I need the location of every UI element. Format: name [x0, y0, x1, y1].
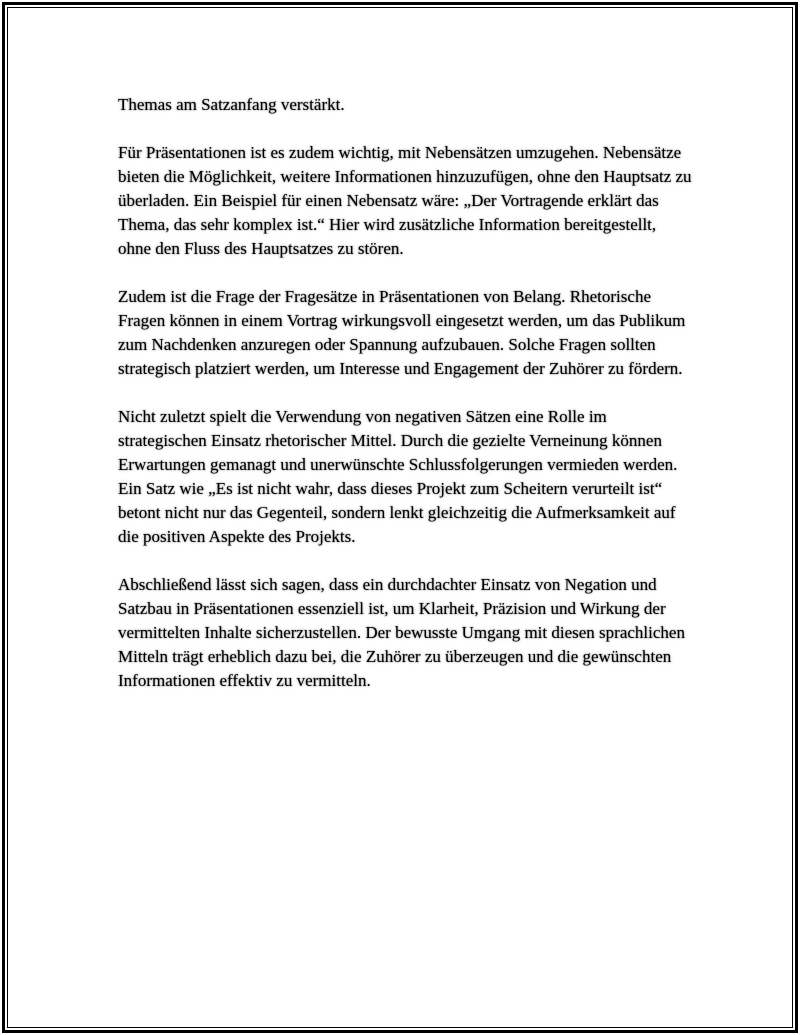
paragraph-4: Nicht zuletzt spielt die Verwendung von negativen Sätzen eine Rolle im strategischen Einsatz rhetorischer Mittel. Durch die gezielte Verneinung können Erwartungen gemanagt und unerwünschte Schlussfolgerungen vermieden werden. Ein Satz wie „Es ist nicht wahr, dass dieses Projekt zum Scheitern verurteilt ist“ betont nicht nur das Gegenteil, sondern lenkt gleichzeitig die Aufmerksamkeit auf die positiven Aspekte des Projekts.	[118, 407, 678, 546]
paragraph-3: Zudem ist die Frage der Fragesätze in Präsentationen von Belang. Rhetorische Fragen können in einem Vortrag wirkungsvoll eingesetzt werden, um das Publikum zum Nachdenken anzuregen oder Spannung aufzubauen. Solche Fragen sollten strategisch platziert werden, um Interesse und Engagement der Zuhörer zu fördern.	[118, 287, 686, 378]
paragraph-1: Themas am Satzanfang verstärkt.	[118, 95, 345, 114]
document-body	[118, 93, 693, 717]
paragraph-5: Abschließend lässt sich sagen, dass ein durchdachter Einsatz von Negation und Satzbau in Präsentationen essenziell ist, um Klarheit, Präzision und Wirkung der vermittelten Inhalte sicherzustellen. Der bewusste Umgang mit diesen sprachlichen Mitteln trägt erheblich dazu bei, die Zuhörer zu überzeugen und die gewünschten Informationen effektiv zu vermitteln.	[118, 575, 685, 690]
paragraph-2: Für Präsentationen ist es zudem wichtig, mit Nebensätzen umzugehen. Nebensätze bieten die Möglichkeit, weitere Informationen hinzuzufügen, ohne den Hauptsatz zu überladen. Ein Beispiel für einen Nebensatz wäre: „Der Vortragende erklärt das Thema, das sehr komplex ist.“ Hier wird zusätzliche Information bereitgestellt, ohne den Fluss des Hauptsatzes zu stören.	[118, 143, 692, 258]
